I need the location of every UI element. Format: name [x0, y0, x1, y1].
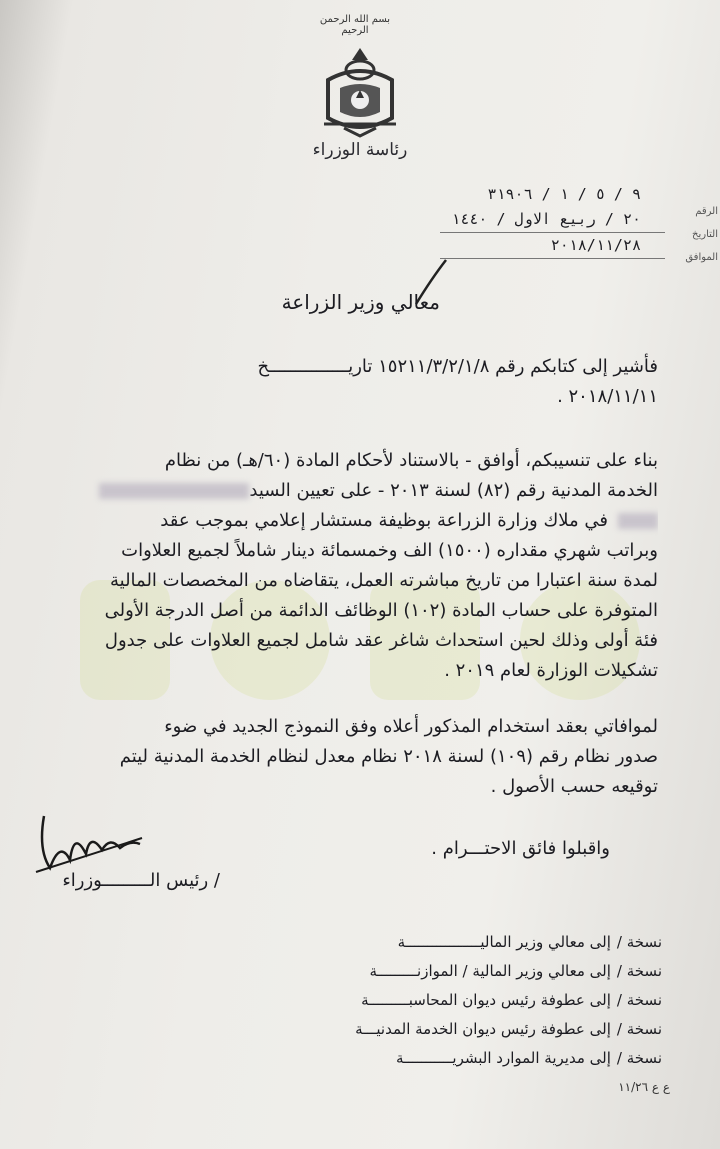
main-line-6: المتوفرة على حساب المادة (١٠٢) الوظائف الدائمة من أصل الدرجة الأولى: [104, 600, 658, 621]
copy-prefix: نسخة /: [616, 1020, 662, 1038]
copy-recipient: إلى معالي وزير المالية / الموازنـــــــــة: [369, 962, 611, 980]
coat-of-arms-icon: [300, 40, 420, 140]
copy-recipient: إلى معالي وزير الماليـــــــــــــــــة: [397, 933, 611, 951]
approval-line-3: توقيعه حسب الأصول .: [490, 776, 658, 797]
reference-line-2: ٢٠١٨/١١/١١ .: [557, 386, 658, 407]
reference-labels: [670, 200, 718, 269]
basmala: بسم الله الرحمن الرحيم: [319, 14, 391, 36]
copies-list: [270, 928, 662, 1073]
redacted-name: [99, 483, 249, 499]
main-line-4: وبراتب شهري مقداره (١٥٠٠) الف وخمسمائة دينار شاملاً لجميع العلاوات: [121, 540, 658, 561]
hijri-date: ٢٠ / ربيع الاول / ١٤٤٠: [440, 207, 665, 233]
redacted-name-end: [618, 513, 658, 529]
main-line-5: لمدة سنة اعتبارا من تاريخ مباشرته العمل، يتقاضاه من المخصصات المالية: [109, 570, 658, 591]
label-date: التاريخ: [692, 229, 718, 240]
approval-line-1: لموافاتي بعقد استخدام المذكور أعلاه وفق النموذج الجديد في ضوء: [164, 716, 658, 737]
copy-recipient: إلى عطوفة رئيس ديوان الخدمة المدنيـــة: [355, 1020, 611, 1038]
approval-paragraph: [40, 712, 658, 802]
copy-prefix: نسخة /: [616, 1049, 662, 1067]
copy-item: [270, 986, 662, 1015]
footer-reference-code: ع ع ١١/٢٦: [618, 1080, 670, 1094]
copy-item: [270, 957, 662, 986]
main-line-3-text: في ملاك وزارة الزراعة بوظيفة مستشار إعلامي بموجب عقد: [160, 510, 608, 531]
main-line-2-text: الخدمة المدنية رقم (٨٢) لسنة ٢٠١٣ - على تعيين السيد: [249, 480, 658, 501]
label-corresponding: الموافق: [685, 252, 718, 263]
main-line-1: بناء على تنسيبكم، أوافق - بالاستناد لأحكام المادة (٦٠/هـ) من نظام: [164, 450, 658, 471]
main-paragraph: [40, 446, 658, 686]
copy-prefix: نسخة /: [616, 962, 662, 980]
signer-title: / رئيس الـــــــــوزراء: [62, 870, 220, 891]
label-number: الرقم: [695, 206, 718, 217]
reference-paragraph: [40, 352, 658, 412]
copy-item: [270, 1044, 662, 1073]
copy-item: [270, 928, 662, 957]
addressee: معالي وزير الزراعة: [281, 290, 440, 314]
reference-values: [440, 182, 665, 259]
closing-line: واقبلوا فائق الاحتـــرام .: [431, 838, 610, 859]
copy-item: [270, 1015, 662, 1044]
gregorian-date: ٢٠١٨/١١/٢٨: [440, 233, 665, 259]
main-line-2: [40, 476, 658, 506]
copy-recipient: إلى عطوفة رئيس ديوان المحاسبـــــــــة: [361, 991, 611, 1009]
copy-prefix: نسخة /: [616, 933, 662, 951]
office-name: رئاسة الوزراء: [312, 140, 408, 160]
letterhead: [280, 10, 440, 170]
copy-prefix: نسخة /: [616, 991, 662, 1009]
approval-line-2: صدور نظام رقم (١٠٩) لسنة ٢٠١٨ نظام معدل لنظام الخدمة المدنية ليتم: [119, 746, 658, 767]
main-line-7: فئة أولى وذلك لحين استحداث شاغر عقد شامل لجميع العلاوات على جدول: [104, 630, 658, 651]
reference-number: ٩ / ٥ / ١ / ٣١٩٠٦: [487, 185, 641, 203]
copy-recipient: إلى مديرية الموارد البشريـــــــــــة: [396, 1049, 611, 1067]
main-line-8: تشكيلات الوزارة لعام ٢٠١٩ .: [444, 660, 658, 681]
main-line-3: [40, 506, 658, 536]
reference-line-1: فأشير إلى كتابكم رقم ١٥٢١١/٣/٢/١/٨ تاريـــــــــــــــخ: [257, 356, 658, 377]
